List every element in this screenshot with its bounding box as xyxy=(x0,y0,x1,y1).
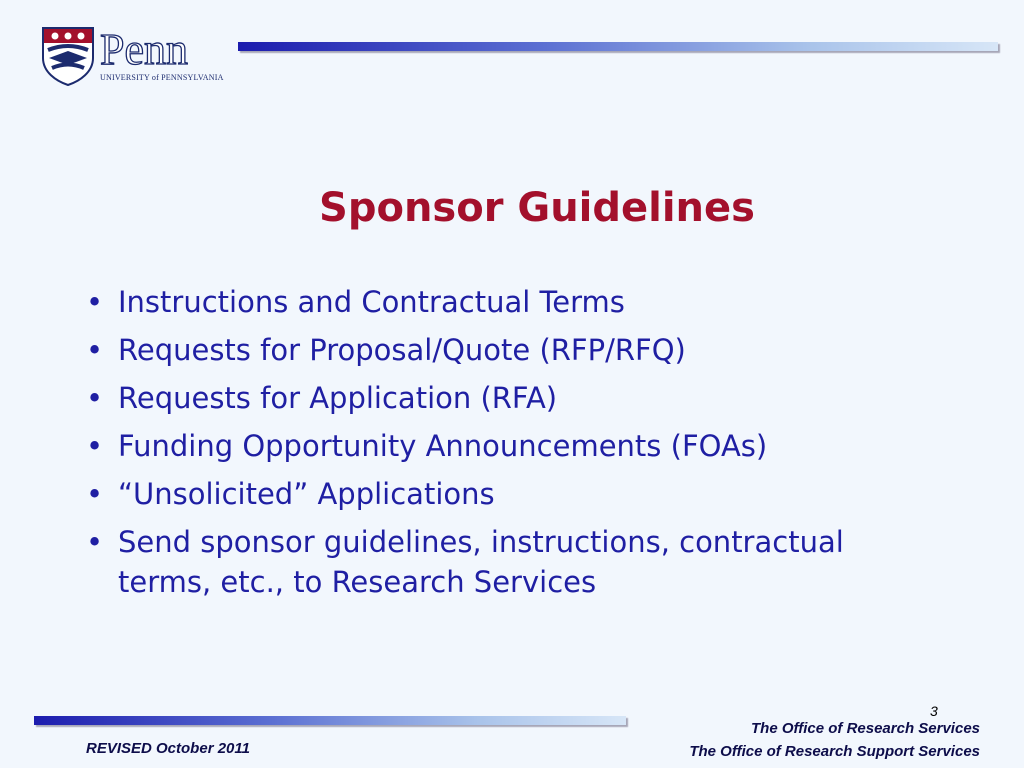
list-item xyxy=(86,522,946,602)
svg-text:UNIVERSITY of PENNSYLVANIA: UNIVERSITY of PENNSYLVANIA xyxy=(100,73,224,82)
page-number: 3 xyxy=(930,703,938,719)
penn-shield-icon xyxy=(40,24,235,88)
list-item xyxy=(86,330,946,370)
header-bar xyxy=(238,42,998,51)
bullet-marker: • xyxy=(86,333,104,367)
list-item xyxy=(86,474,946,514)
office-name-primary: The Office of Research Services xyxy=(751,720,980,737)
bullet-marker: • xyxy=(86,477,104,511)
bullet-marker: • xyxy=(86,525,104,559)
bullet-marker: • xyxy=(86,285,104,319)
bullet-text: Instructions and Contractual Terms xyxy=(118,285,625,319)
footer-bar xyxy=(34,716,626,725)
bullet-list xyxy=(86,282,946,610)
bullet-text: “Unsolicited” Applications xyxy=(118,477,495,511)
revision-date: REVISED October 2011 xyxy=(86,740,250,757)
svg-text:Penn: Penn xyxy=(100,25,188,74)
bullet-marker: • xyxy=(86,429,104,463)
bullet-marker: • xyxy=(86,381,104,415)
list-item xyxy=(86,378,946,418)
slide-title: Sponsor Guidelines xyxy=(319,184,755,231)
bullet-text: Requests for Proposal/Quote (RFP/RFQ) xyxy=(118,333,686,367)
list-item xyxy=(86,282,946,322)
bullet-text: Funding Opportunity Announcements (FOAs) xyxy=(118,429,768,463)
bullet-text: Requests for Application (RFA) xyxy=(118,381,558,415)
bullet-text: Send sponsor guidelines, instructions, contractual terms, etc., to Research Services xyxy=(118,525,844,599)
list-item xyxy=(86,426,946,466)
penn-logo xyxy=(40,24,235,88)
office-name-secondary: The Office of Research Support Services xyxy=(689,743,980,760)
